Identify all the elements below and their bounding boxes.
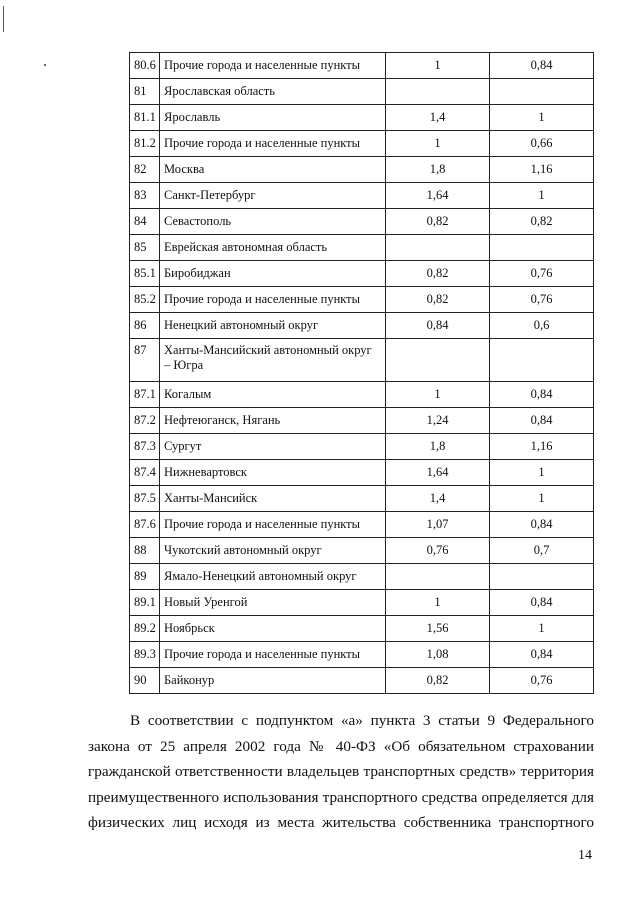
paragraph-line: закона от 25 апреля 2002 года № 40-ФЗ «Об обязательном страховании: [88, 737, 594, 755]
table-row: [130, 642, 594, 668]
region-name-cell: Москва: [160, 157, 386, 183]
coefficient-1-cell: 0,76: [386, 538, 490, 564]
scan-speck: [44, 64, 46, 66]
coefficient-1-cell: 0,84: [386, 313, 490, 339]
table-row: [130, 261, 594, 287]
paragraph-line: гражданской ответственности владельцев транспортных средств» территория: [88, 763, 594, 781]
region-name-cell: Когалым: [160, 382, 386, 408]
coefficient-2-cell: 1,16: [490, 434, 594, 460]
region-name-cell: Санкт-Петербург: [160, 183, 386, 209]
region-name-cell: Прочие города и населенные пункты: [160, 53, 386, 79]
coefficient-2-cell: [490, 339, 594, 382]
region-name-cell: Ханты-Мансийск: [160, 486, 386, 512]
row-number-cell: 87: [130, 339, 160, 382]
row-number-cell: 81.1: [130, 105, 160, 131]
coefficient-1-cell: 0,82: [386, 668, 490, 694]
row-number-cell: 87.2: [130, 408, 160, 434]
coefficient-1-cell: 1: [386, 382, 490, 408]
page-number: 14: [578, 848, 592, 863]
paragraph-line: преимущественного использования транспортного средства определяется для: [88, 788, 594, 806]
coefficient-2-cell: 0,84: [490, 382, 594, 408]
coefficient-2-cell: 0,84: [490, 512, 594, 538]
row-number-cell: 82: [130, 157, 160, 183]
coefficient-2-cell: 0,76: [490, 261, 594, 287]
coefficient-2-cell: 0,66: [490, 131, 594, 157]
table-row: [130, 564, 594, 590]
paragraph-line: физических лиц исходя из места жительства собственника транспортного: [88, 814, 594, 832]
coefficient-2-cell: 0,84: [490, 53, 594, 79]
region-name-cell: Ноябрьск: [160, 616, 386, 642]
coefficient-2-cell: 1: [490, 105, 594, 131]
row-number-cell: 85.2: [130, 287, 160, 313]
region-name-cell: Ярославская область: [160, 79, 386, 105]
coefficient-1-cell: 1: [386, 53, 490, 79]
region-name-cell: Нефтеюганск, Нягань: [160, 408, 386, 434]
region-name-cell: Прочие города и населенные пункты: [160, 642, 386, 668]
table-row: [130, 486, 594, 512]
coefficient-1-cell: [386, 235, 490, 261]
table-row: [130, 382, 594, 408]
region-name-cell: Новый Уренгой: [160, 590, 386, 616]
table-row: [130, 209, 594, 235]
coefficient-1-cell: 1,64: [386, 183, 490, 209]
table-row: [130, 313, 594, 339]
coefficient-1-cell: [386, 79, 490, 105]
region-name-cell: Чукотский автономный округ: [160, 538, 386, 564]
table-row: [130, 512, 594, 538]
coefficient-2-cell: 1: [490, 460, 594, 486]
row-number-cell: 81: [130, 79, 160, 105]
coefficient-2-cell: [490, 235, 594, 261]
scan-margin-mark: [3, 6, 4, 32]
coefficient-1-cell: 1,56: [386, 616, 490, 642]
coefficient-2-cell: 0,6: [490, 313, 594, 339]
table-row: [130, 131, 594, 157]
table-row: [130, 616, 594, 642]
region-name-cell: Биробиджан: [160, 261, 386, 287]
coefficient-1-cell: 1,64: [386, 460, 490, 486]
table-row: [130, 53, 594, 79]
table-row: [130, 590, 594, 616]
row-number-cell: 80.6: [130, 53, 160, 79]
table-row: [130, 460, 594, 486]
coefficient-1-cell: 1,4: [386, 105, 490, 131]
region-name-cell: Сургут: [160, 434, 386, 460]
region-name-cell: Ненецкий автономный округ: [160, 313, 386, 339]
region-name-cell: Прочие города и населенные пункты: [160, 131, 386, 157]
coefficient-1-cell: 1,08: [386, 642, 490, 668]
row-number-cell: 81.2: [130, 131, 160, 157]
table-row: [130, 157, 594, 183]
table-row: [130, 339, 594, 382]
region-name-cell: Севастополь: [160, 209, 386, 235]
coefficient-2-cell: 0,84: [490, 408, 594, 434]
table-body: [130, 53, 594, 694]
coefficient-1-cell: 0,82: [386, 209, 490, 235]
territory-coefficient-table: [129, 52, 594, 694]
coefficient-2-cell: 1: [490, 486, 594, 512]
region-name-cell: Ярославль: [160, 105, 386, 131]
table-row: [130, 235, 594, 261]
table-row: [130, 538, 594, 564]
row-number-cell: 89.1: [130, 590, 160, 616]
coefficient-1-cell: 1,4: [386, 486, 490, 512]
row-number-cell: 89: [130, 564, 160, 590]
row-number-cell: 87.3: [130, 434, 160, 460]
region-name-cell: Ямало-Ненецкий автономный округ: [160, 564, 386, 590]
row-number-cell: 87.5: [130, 486, 160, 512]
region-name-cell: Прочие города и населенные пункты: [160, 512, 386, 538]
coefficient-2-cell: 0,76: [490, 287, 594, 313]
row-number-cell: 90: [130, 668, 160, 694]
row-number-cell: 87.1: [130, 382, 160, 408]
coefficient-1-cell: [386, 564, 490, 590]
region-name-cell: Прочие города и населенные пункты: [160, 287, 386, 313]
coefficient-2-cell: 0,82: [490, 209, 594, 235]
coefficient-1-cell: [386, 339, 490, 382]
coefficient-1-cell: 1,8: [386, 434, 490, 460]
region-name-cell: Ханты-Мансийский автономный округ – Югра: [160, 339, 386, 382]
table-row: [130, 287, 594, 313]
coefficient-1-cell: 1,24: [386, 408, 490, 434]
table-row: [130, 183, 594, 209]
coefficient-1-cell: 0,82: [386, 261, 490, 287]
table-row: [130, 434, 594, 460]
coefficient-1-cell: 1,8: [386, 157, 490, 183]
row-number-cell: 86: [130, 313, 160, 339]
row-number-cell: 88: [130, 538, 160, 564]
table-row: [130, 668, 594, 694]
region-name-cell: Байконур: [160, 668, 386, 694]
coefficient-2-cell: 0,84: [490, 642, 594, 668]
coefficient-1-cell: 0,82: [386, 287, 490, 313]
row-number-cell: 85: [130, 235, 160, 261]
coefficient-2-cell: 1,16: [490, 157, 594, 183]
table-row: [130, 105, 594, 131]
coefficient-2-cell: 1: [490, 183, 594, 209]
coefficient-2-cell: 1: [490, 616, 594, 642]
row-number-cell: 89.2: [130, 616, 160, 642]
region-name-cell: Нижневартовск: [160, 460, 386, 486]
table-row: [130, 79, 594, 105]
body-paragraph: [88, 708, 594, 836]
coefficient-1-cell: 1: [386, 131, 490, 157]
paragraph-line: В соответствии с подпунктом «а» пункта 3 статьи 9 Федерального: [130, 712, 594, 729]
coefficient-2-cell: 0,76: [490, 668, 594, 694]
table-row: [130, 408, 594, 434]
coefficient-1-cell: 1: [386, 590, 490, 616]
row-number-cell: 87.6: [130, 512, 160, 538]
row-number-cell: 87.4: [130, 460, 160, 486]
row-number-cell: 83: [130, 183, 160, 209]
row-number-cell: 89.3: [130, 642, 160, 668]
coefficient-2-cell: [490, 79, 594, 105]
row-number-cell: 84: [130, 209, 160, 235]
coefficient-2-cell: [490, 564, 594, 590]
coefficient-2-cell: 0,84: [490, 590, 594, 616]
coefficient-2-cell: 0,7: [490, 538, 594, 564]
coefficient-1-cell: 1,07: [386, 512, 490, 538]
region-name-cell: Еврейская автономная область: [160, 235, 386, 261]
row-number-cell: 85.1: [130, 261, 160, 287]
